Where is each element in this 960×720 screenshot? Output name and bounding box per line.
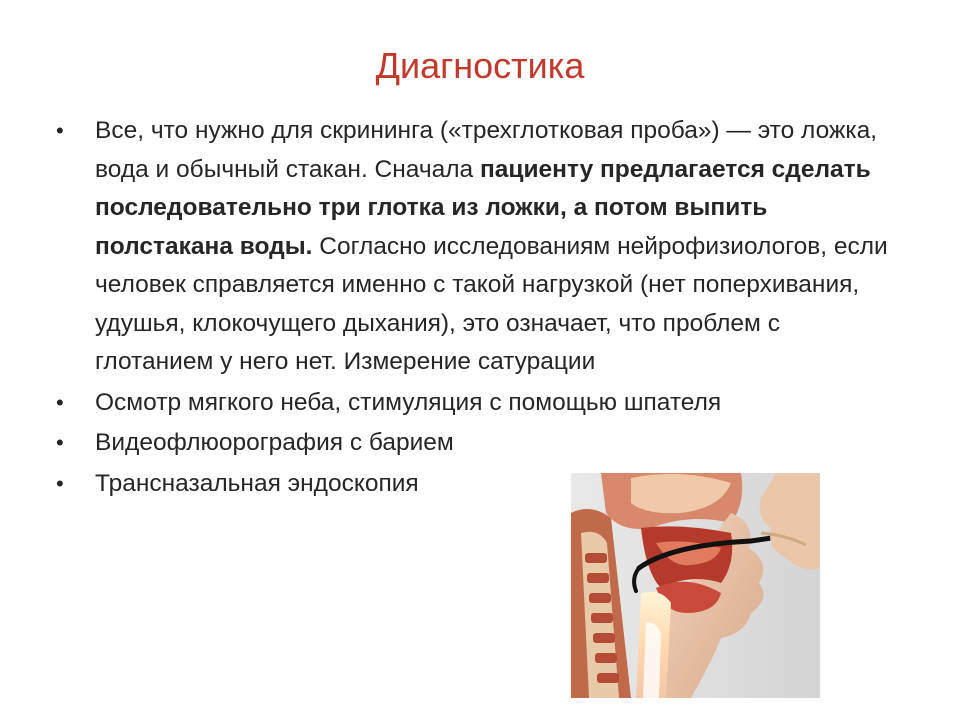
bullet-text: Видеофлюорография с барием <box>95 429 454 456</box>
bullet-icon: • <box>56 389 64 415</box>
bullet-list <box>56 112 906 505</box>
bullet-icon: • <box>56 118 64 143</box>
head-sagittal-anatomy-endoscopy-icon <box>571 473 820 698</box>
bullet-item-palate <box>56 384 906 423</box>
bullet-icon: • <box>56 470 64 496</box>
bullet-text-continuation: Согласно исследованиям нейрофизиологов, если человек справляется именно с такой нагрузкой (нет поперхивания, удушья, клокочущего дыхания), это означает, что проблем с глотанием у него нет. Измерение сатурации <box>95 232 888 375</box>
bullet-item-videofluorography <box>56 424 906 463</box>
bullet-item-screening <box>56 112 895 382</box>
bullet-text-intro: Все, что нужно для скрининга («трехглотковая проба») — это ложка, вода и обычный стакан. Сначала <box>95 117 878 183</box>
slide-title: Диагностика <box>375 45 585 86</box>
head-anatomy-illustration <box>571 473 820 698</box>
bullet-text: Осмотр мягкого неба, стимуляция с помощью шпателя <box>95 388 722 416</box>
bullet-text-bold: пациенту предлагается сделать последовательно три глотка из ложки, а потом выпить полстакана воды. <box>95 155 871 260</box>
bullet-text: Трансназальная эндоскопия <box>95 469 419 497</box>
bullet-icon: • <box>56 430 64 455</box>
